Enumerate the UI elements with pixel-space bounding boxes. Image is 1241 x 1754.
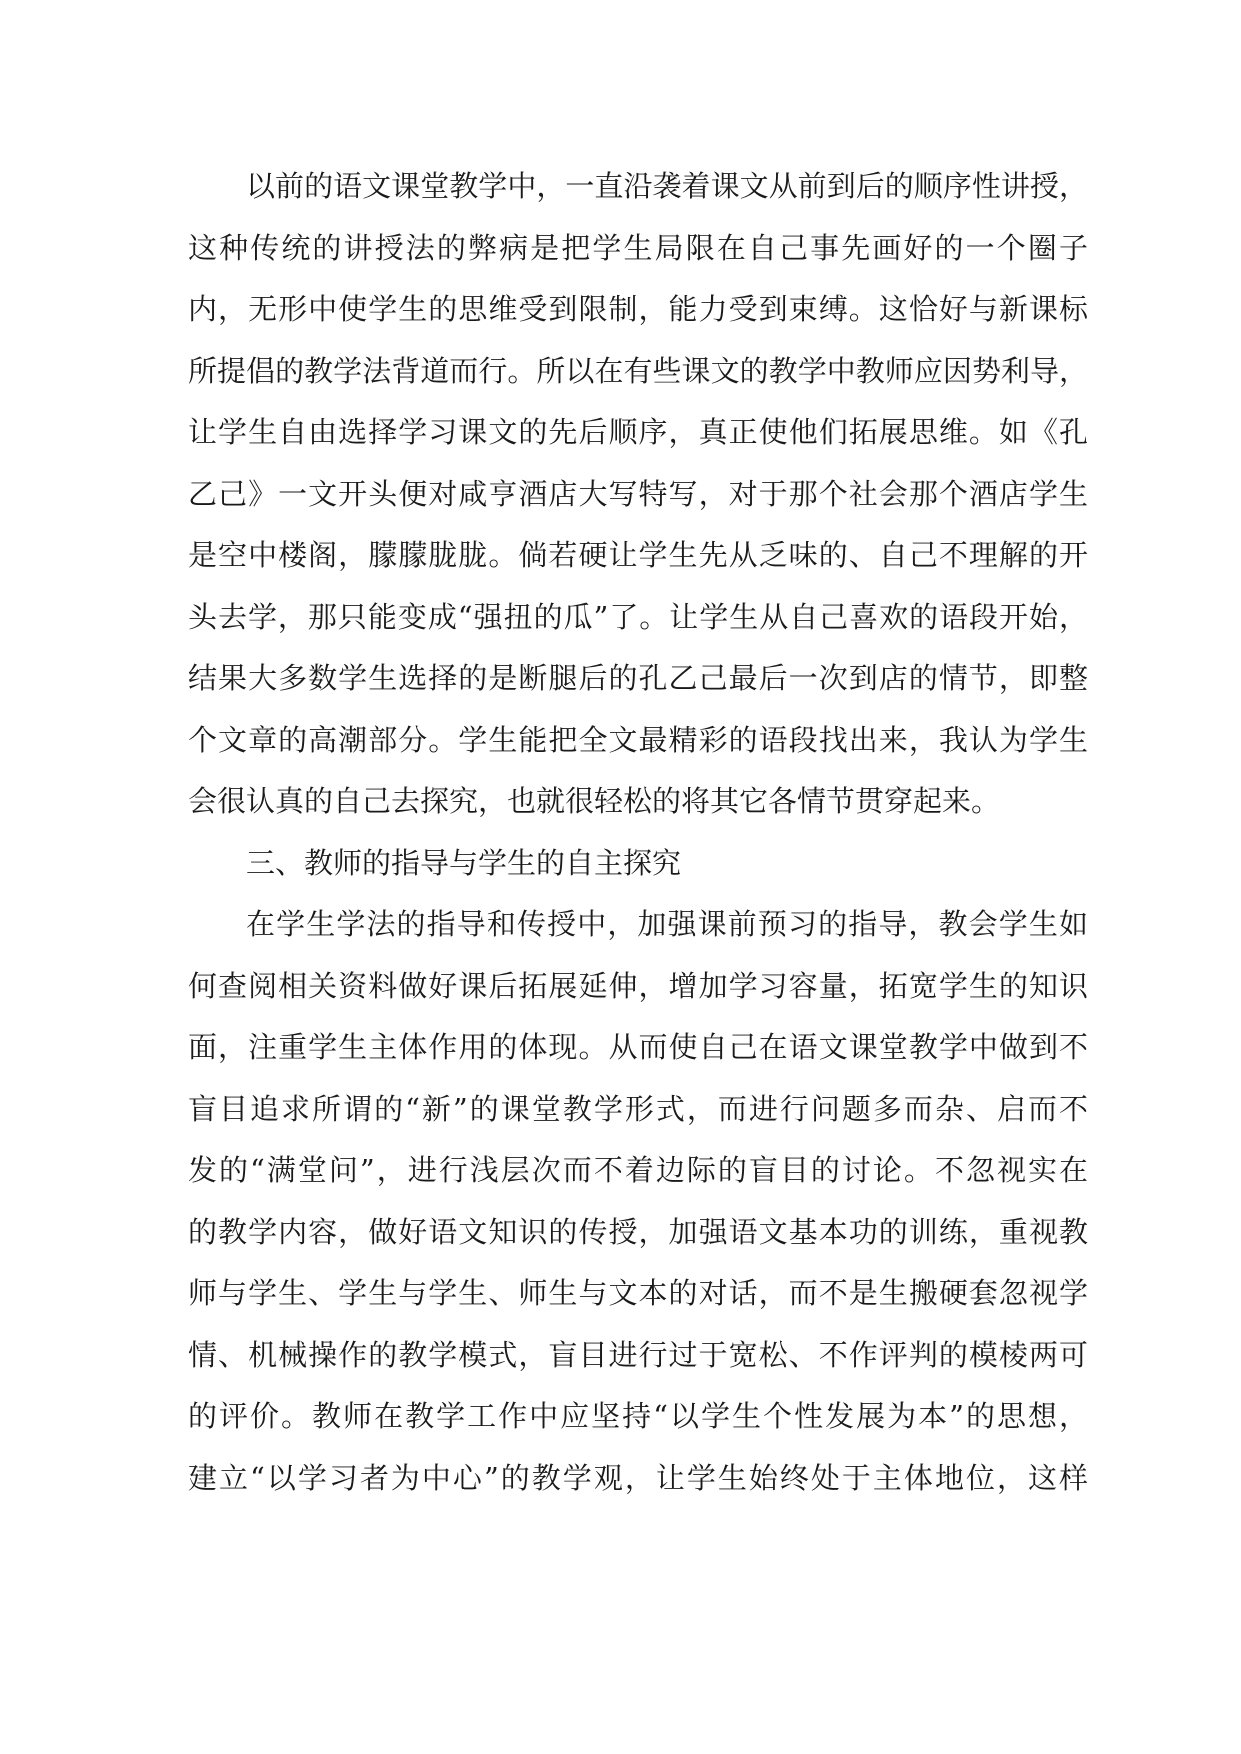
text-line: 以前的语文课堂教学中，一直沿袭着课文从前到后的顺序性讲授， <box>246 169 1088 203</box>
text-line: 是空中楼阁，朦朦胧胧。倘若硬让学生先从乏味的、自己不理解的开 <box>188 538 1088 572</box>
text-line: 的评价。教师在教学工作中应坚持“以学生个性发展为本”的思想， <box>188 1399 1088 1433</box>
text-line: 个文章的高潮部分。学生能把全文最精彩的语段找出来，我认为学生 <box>188 722 1088 757</box>
text-line: 这种传统的讲授法的弊病是把学生局限在自己事先画好的一个圈子 <box>188 230 1088 265</box>
text-line: 盲目追求所谓的“新”的课堂教学形式，而进行问题多而杂、启而不 <box>188 1091 1088 1126</box>
text-line: 头去学，那只能变成“强扭的瓜”了。让学生从自己喜欢的语段开始， <box>188 599 1088 634</box>
text-line: 的教学内容，做好语文知识的传授，加强语文基本功的训练，重视教 <box>188 1214 1088 1249</box>
text-line: 师与学生、学生与学生、师生与文本的对话，而不是生搬硬套忽视学 <box>188 1276 1088 1310</box>
text-line: 情、机械操作的教学模式，盲目进行过于宽松、不作评判的模棱两可 <box>188 1337 1088 1372</box>
text-line: 乙己》一文开头便对咸亨酒店大写特写，对于那个社会那个酒店学生 <box>188 476 1088 511</box>
text-line: 何查阅相关资料做好课后拓展延伸，增加学习容量，拓宽学生的知识 <box>188 968 1088 1003</box>
text-line: 所提倡的教学法背道而行。所以在有些课文的教学中教师应因势利导， <box>188 353 1088 388</box>
section-heading: 三、教师的指导与学生的自主探究 <box>246 845 682 880</box>
text-line: 结果大多数学生选择的是断腿后的孔乙己最后一次到店的情节，即整 <box>188 661 1088 695</box>
text-line: 会很认真的自己去探究，也就很轻松的将其它各情节贯穿起来。 <box>188 784 1001 818</box>
text-line: 内，无形中使学生的思维受到限制，能力受到束缚。这恰好与新课标 <box>188 292 1088 326</box>
text-line: 发的“满堂问”，进行浅层次而不着边际的盲目的讨论。不忽视实在 <box>188 1153 1088 1187</box>
text-line: 在学生学法的指导和传授中，加强课前预习的指导，教会学生如 <box>246 907 1088 941</box>
document-body <box>188 156 1088 1509</box>
text-line: 面，注重学生主体作用的体现。从而使自己在语文课堂教学中做到不 <box>188 1030 1088 1064</box>
text-line: 让学生自由选择学习课文的先后顺序，真正使他们拓展思维。如《孔 <box>188 415 1088 449</box>
text-line: 建立“以学习者为中心”的教学观，让学生始终处于主体地位，这样 <box>188 1460 1088 1495</box>
